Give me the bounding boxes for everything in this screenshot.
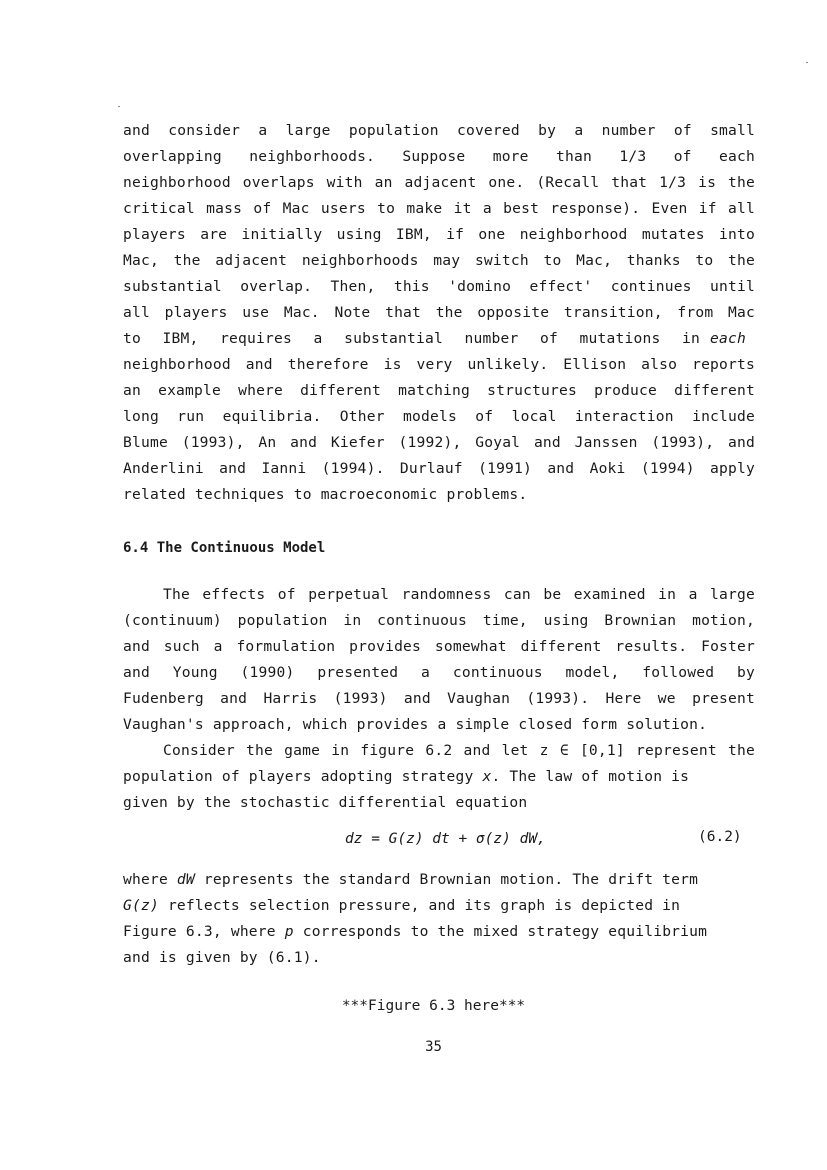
text-segment: . The law of motion is xyxy=(491,768,690,785)
text-line: substantial overlap. Then, this 'domino effect' continues until xyxy=(123,278,755,295)
math-variable: dW xyxy=(176,871,195,888)
text-segment: where xyxy=(123,871,177,888)
text-line: and Young (1990) presented a continuous model, followed by xyxy=(123,664,755,681)
text-segment: reflects selection pressure, and its graph is depicted in xyxy=(158,897,681,914)
text-line: Blume (1993), An and Kiefer (1992), Goyal and Janssen (1993), and xyxy=(123,434,755,451)
text-segment: Figure 6.3, where xyxy=(123,923,285,940)
math-variable: G(z) xyxy=(123,897,159,914)
text-line xyxy=(123,896,755,916)
text-line: critical mass of Mac users to make it a best response). Even if all xyxy=(123,200,755,217)
text-line: long run equilibria. Other models of local interaction include xyxy=(123,408,755,425)
text-line: and is given by (6.1). xyxy=(123,949,321,966)
equation-6-2: dz = G(z) dt + σ(z) dW, xyxy=(345,831,546,847)
text-line: given by the stochastic differential equation xyxy=(123,794,528,811)
text-segment: corresponds to the mixed strategy equilibrium xyxy=(293,923,708,940)
text-line: overlapping neighborhoods. Suppose more than 1/3 of each xyxy=(123,148,755,165)
math-variable: x xyxy=(482,768,492,785)
text-line: The effects of perpetual randomness can be examined in a large xyxy=(163,586,755,603)
text-line: Anderlini and Ianni (1994). Durlauf (1991) and Aoki (1994) apply xyxy=(123,460,755,477)
text-line: to IBM, requires a substantial number of mutations in xyxy=(123,330,700,347)
text-line xyxy=(123,870,755,890)
page-number: 35 xyxy=(425,1039,442,1055)
text-line: Mac, the adjacent neighborhoods may switch to Mac, thanks to the xyxy=(123,252,755,269)
text-line: and such a formulation provides somewhat different results. Foster xyxy=(123,638,755,655)
figure-placeholder: ***Figure 6.3 here*** xyxy=(341,998,526,1014)
text-line: Consider the game in figure 6.2 and let z ∈ [0,1] represent the xyxy=(163,742,755,759)
section-heading: 6.4 The Continuous Model xyxy=(123,540,326,556)
text-line: players are initially using IBM, if one neighborhood mutates into xyxy=(123,226,755,243)
text-line: neighborhood overlaps with an adjacent one. (Recall that 1/3 is the xyxy=(123,174,755,191)
scan-speck xyxy=(118,106,120,107)
italic-emphasis: each xyxy=(710,330,746,347)
text-line: and consider a large population covered by a number of small xyxy=(123,122,755,139)
text-segment: population of players adopting strategy xyxy=(123,768,483,785)
text-line: Vaughan's approach, which provides a simple closed form solution. xyxy=(123,716,708,733)
text-line: all players use Mac. Note that the opposite transition, from Mac xyxy=(123,304,755,321)
text-line: an example where different matching structures produce different xyxy=(123,382,755,399)
text-line: Fudenberg and Harris (1993) and Vaughan (1993). Here we present xyxy=(123,690,755,707)
text-segment: represents the standard Brownian motion. The drift term xyxy=(194,871,699,888)
text-line: neighborhood and therefore is very unlikely. Ellison also reports xyxy=(123,356,755,373)
equation-number: (6.2) xyxy=(698,829,742,845)
text-line: (continuum) population in continuous time, using Brownian motion, xyxy=(123,612,755,629)
scan-speck xyxy=(806,62,808,63)
math-variable: p xyxy=(284,923,294,940)
text-line xyxy=(123,922,755,942)
text-line: related techniques to macroeconomic problems. xyxy=(123,486,528,503)
text-line xyxy=(123,767,755,787)
